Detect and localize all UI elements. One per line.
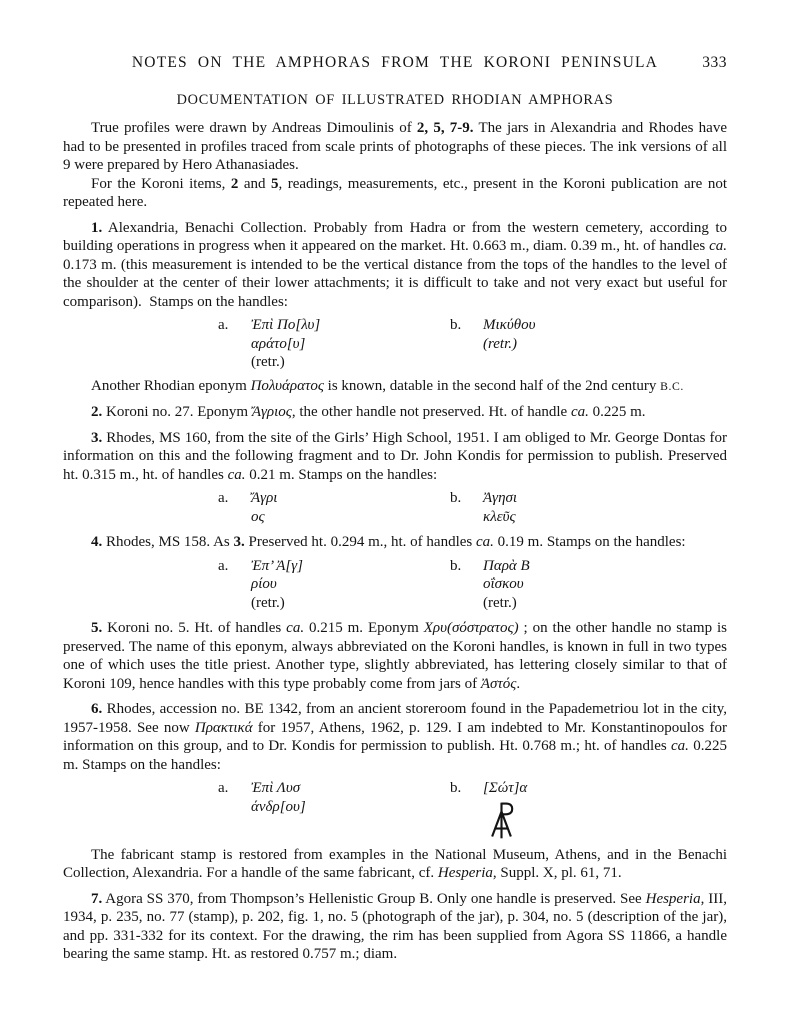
stamp-line: ος (251, 508, 265, 525)
entry-2-paragraph: 2. Koroni no. 27. Eponym Ἄγριος, the other handle not preserved. Ht. of handle ca. 0.225 m. (91, 404, 646, 420)
entry-7-paragraph: 7. Agora SS 370, from Thompson’s Hellenistic Group B. Only one handle is preserved. See Hesperia, III, 1934, p. 235, no. 77 (stamp), p. 202, fig. 1, no. 5 (photograph of the jar), p. 304, no. 5 (description of the jar), and pp. 331-332 for its context. For the drawing, the rim has been supplied from Agora SS 11866, a handle bearing the same stamp. Ht. as restored 0.757 m.; diam. (63, 890, 727, 962)
stamp-1a-label: a. (218, 317, 229, 333)
stamp-line: Παρὰ Β (483, 557, 530, 574)
stamp-6b-label: b. (450, 780, 462, 796)
stamp-1a-text (251, 316, 320, 372)
stamp-3a-label: a. (218, 490, 229, 506)
stamp-3a-text (251, 489, 277, 526)
running-head (63, 54, 727, 73)
stamp-1b (450, 316, 536, 372)
entry-4-paragraph: 4. Rhodes, MS 158. As 3. Preserved ht. 0.294 m., ht. of handles ca. 0.19 m. Stamps on the handles: (91, 534, 686, 550)
paragraph-intro-1: True profiles were drawn by Andreas Dimoulinis of 2, 5, 7-9. The jars in Alexandria and Rhodes have had to be presented in profiles traced from scale prints of photographs of these pieces. The ink versions of all 9 were prepared by Hero Athanasiades. (63, 120, 727, 173)
entry-3-paragraph: 3. Rhodes, MS 160, from the site of the Girls’ High School, 1951. I am obliged to Mr. George Dontas for information on this and the following fragment and to Dr. John Kondis for permission to publish. Preserved ht. 0.315 m., ht. of handles ca. 0.21 m. Stamps on the handles: (63, 429, 727, 483)
stamp-4a-label: a. (218, 557, 229, 574)
stamp-4b-text (483, 557, 530, 613)
stamp-6a (218, 779, 450, 841)
stamp-line: αράτο[υ] (251, 335, 306, 352)
stamp-line: ρίου (251, 576, 277, 592)
stamp-line: άνδρ[ου] (251, 798, 306, 815)
stamp-line: Ἐπὶ Πο[λυ] (251, 317, 321, 333)
stamp-4a-text (251, 557, 303, 613)
stamp-1b-text (483, 316, 536, 353)
fabricant-note-paragraph: The fabricant stamp is restored from examples in the National Museum, Athens, and in the Benachi Collection, Alexandria. For a handle of the same fabricant, cf. Hesperia, Suppl. X, pl. 61, 71. (63, 846, 727, 881)
stamp-line: Ἀγησι (483, 490, 518, 506)
stamp-4a (218, 557, 450, 613)
entry-1-paragraph: 1. Alexandria, Benachi Collection. Probably from Hadra or from the western cemetery, according to building operations in progress when it appeared on the market. Ht. 0.663 m., diam. 0.39 m., ht. of handles ca. 0.173 m. (this measurement is intended to be the vertical distance from the tops of the handles to the level of the shoulder at the center of their lower attachments; it is difficult to take and not very exact but useful for comparison). Stamps on the handles: (63, 219, 727, 310)
stamp-3b-label: b. (450, 490, 462, 506)
stamp-line: Ἐπ’ Ἀ[γ] (251, 557, 303, 574)
entry-1-stamps (63, 316, 727, 372)
stamp-3b (450, 489, 517, 526)
stamp-6a-label: a. (218, 780, 229, 796)
stamp-line: (retr.) (251, 594, 285, 611)
stamp-line: (retr.) (251, 354, 285, 370)
stamp-1b-label: b. (450, 317, 462, 333)
stamp-1a (218, 316, 450, 372)
page-number: 333 (702, 54, 727, 71)
eponym-note-paragraph: Another Rhodian eponym Πολυάρατος is known, datable in the second half of the 2nd century B.C. (91, 377, 684, 394)
entry-3-stamps (63, 489, 727, 526)
stamp-line: Μικύθου (483, 317, 536, 333)
stamp-4b (450, 557, 530, 613)
paragraph-intro-2: For the Koroni items, 2 and 5, readings, measurements, etc., present in the Koroni publication are not repeated here. (63, 175, 727, 210)
stamp-line: κλεῦς (483, 508, 516, 525)
section-title: DOCUMENTATION OF ILLUSTRATED RHODIAN AMPHORAS (176, 91, 614, 108)
entry-5-paragraph: 5. Koroni no. 5. Ht. of handles ca. 0.215 m. Eponym Χρυ(σόστρατος) ; on the other handle no stamp is preserved. The name of this eponym, always abbreviated on the Koroni handles, is known in full in two types one of which uses the title priest. Another type, slightly abbreviated, has lettering closely similar to that of Koroni 109, hence handles with this type probably come from jars of Ἀστός. (63, 620, 728, 692)
entry-4-stamps (63, 557, 727, 613)
stamp-3b-text (483, 489, 517, 526)
stamp-line: [Σώτ]α (483, 780, 528, 796)
stamp-6b (450, 779, 527, 841)
entry-6-stamps (63, 779, 727, 841)
fabricant-monogram-icon (488, 800, 515, 841)
stamp-6a-text (251, 779, 306, 816)
stamp-4b-label: b. (450, 557, 462, 574)
stamp-3a (218, 489, 450, 526)
stamp-line: Ἄγρι (251, 490, 278, 506)
entry-6-paragraph: 6. Rhodes, accession no. BE 1342, from an ancient storeroom found in the Papademetriou lot in the city, 1957-1958. See now Πρακτικά for 1957, Athens, 1962, p. 129. I am indebted to Mr. Konstantinopoulos for information on this group, and to Dr. Kondis for permission to publish. Ht. 0.768 m.; ht. of handles ca. 0.225 m. Stamps on the handles: (63, 701, 727, 773)
stamp-6b-text (483, 779, 527, 798)
stamp-line: οΐσκου (483, 576, 524, 592)
stamp-line: (retr.) (483, 594, 517, 611)
running-head-title: NOTES ON THE AMPHORAS FROM THE KORONI PENINSULA (131, 54, 659, 71)
stamp-line: (retr.) (483, 335, 518, 352)
stamp-line: Ἐπὶ Λυσ (251, 780, 301, 796)
